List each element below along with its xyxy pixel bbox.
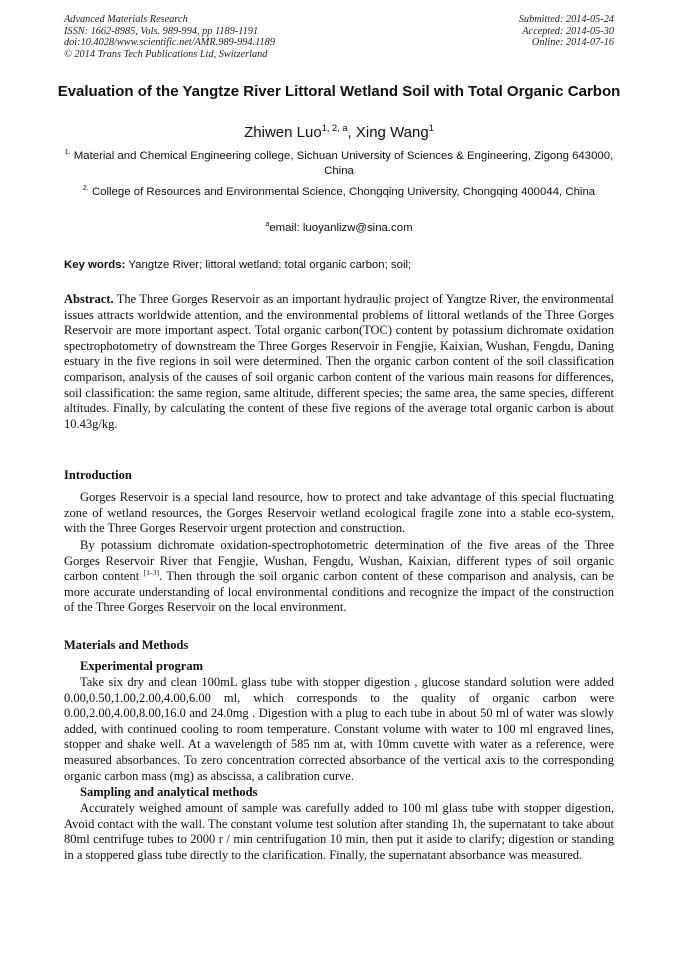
submitted-date: Submitted: 2014-05-24 xyxy=(518,14,614,25)
doi-line: doi:10.4028/www.scientific.net/AMR.989-994.1189 xyxy=(64,37,275,48)
section-heading-introduction: Introduction xyxy=(64,468,132,482)
author-line xyxy=(0,124,678,142)
section-heading-methods: Materials and Methods xyxy=(64,638,189,652)
email-text: email: luoyanlizw@sina.com xyxy=(269,222,413,234)
author-separator: , xyxy=(347,124,356,141)
copyright-line: © 2014 Trans Tech Publications Ltd, Switzerland xyxy=(64,48,268,60)
online-date: Online: 2014-07-16 xyxy=(531,37,614,48)
abstract-label: Abstract. xyxy=(64,292,114,306)
keywords xyxy=(64,258,614,272)
paper-title: Evaluation of the Yangtze River Littoral Wetland Soil with Total Organic Carbon xyxy=(57,83,621,100)
author-name: Xing Wang xyxy=(355,124,429,141)
citation: [1-3] xyxy=(143,568,160,578)
intro-paragraph-1: Gorges Reservoir is a special land resource, how to protect and take advantage of this special fluctuating zone of wetland resources, the Gorges Reservoir wetland ecological fragile zone into a stable eco-system, with the Three Gorges Reservoir urgent protection and construction. xyxy=(64,490,614,536)
methods-paragraph-1: Take six dry and clean 100mL glass tube with stopper digestion , glucose standard solution were added 0.00,0.50,1.00,2.00,4.00,6.00 ml, which corresponds to the quality of organic carbon were 0.00,2.00,4.00,8.00,16.0 and 24.0mg . Digestion with a plug to each tube in about 50 ml of water was slowly added, with continued cooling to room temperature. Constant volume with water to 100 ml engraved lines, stopper and shake well. At a wavelength of 585 nm at, with 10mm cuvette with water as a reference, were measured absorbances. To zero concentration corrected absorbance of the vertical axis to the corresponding organic carbon mass (mg) as abscissa, a calibration curve. xyxy=(64,675,614,783)
intro-paragraph-2-text-cont: . Then through the soil organic carbon content of these comparison and analysis, can be more accurate understanding of local environmental conditions and recognize the impact of the construction of the Three Gorges Reservoir on the local environment. xyxy=(64,569,614,615)
subsection-heading-experimental: Experimental program xyxy=(80,659,204,673)
intro-paragraph-2 xyxy=(64,538,614,616)
author-name: Zhiwen Luo xyxy=(244,124,322,141)
author-superscript: 1 xyxy=(428,123,434,133)
issn-line: ISSN: 1662-8985, Vols. 989-994, pp 1189-1191 xyxy=(64,25,259,37)
abstract-text: The Three Gorges Reservoir as an important hydraulic project of Yangtze River, the environmental issues attracts worldwide attention, and the environmental problems of littoral wetlands of the Three Gorges Reservoir are more important aspect. Total organic carbon(TOC) content by potassium dichromate oxidation spectrophotometry of downstream the Three Gorges Reservoir in Fengjie, Kaixian, Wushan, Fengdu, Daning estuary in the five regions in soil were determined. Then the organic carbon content of the soil classification comparison, analysis of the causes of soil organic carbon content of the various main reasons for differences, soil classification: the same region, same altitude, different species; the same area, the same species, different altitudes. Finally, by calculating the content of these five regions of the average total organic carbon is about 10.43g/kg. xyxy=(64,292,614,431)
affiliation-mark: 2. xyxy=(82,185,89,193)
subsection-heading-sampling: Sampling and analytical methods xyxy=(80,785,258,799)
affiliation-text: College of Resources and Environmental Science, Chongqing University, Chongqing 400044, China xyxy=(91,186,596,198)
affiliation xyxy=(64,149,614,179)
keywords-text: Yangtze River; littoral wetland; total organic carbon; soil; xyxy=(128,259,412,271)
accepted-date: Accepted: 2014-05-30 xyxy=(522,25,614,37)
journal-name: Advanced Materials Research xyxy=(64,14,188,25)
author-email xyxy=(64,221,614,236)
affiliation-text: Material and Chemical Engineering college, Sichuan University of Sciences & Engineering, Zigong 643000, China xyxy=(73,150,614,177)
keywords-label: Key words: xyxy=(64,259,126,271)
submission-dates xyxy=(519,14,614,49)
affiliation xyxy=(64,185,614,200)
journal-info xyxy=(64,14,275,60)
intro-paragraph-2-text: By potassium dichromate oxidation-spectrophotometric determination of the five areas of the Three Gorges Reservoir River that Fengjie, Wushan, Fengdu, Wushan, Kaixian, different types of soil organic carbon content xyxy=(64,538,614,584)
author-superscript: 1, 2, a xyxy=(321,123,348,133)
methods-paragraph-2: Accurately weighed amount of sample was carefully added to 100 ml glass tube with stopper digestion, Avoid contact with the wall. The constant volume test solution after standing 1h, the supernatant to take about 80ml centrifuge tubes to 2000 r / min centrifugation 10 min, then put it aside to clarify; digestion or standing in a stoppered glass tube directly to the clarification. Finally, the supernatant absorbance was measured. xyxy=(64,801,614,862)
abstract xyxy=(64,292,614,432)
email-mark: a xyxy=(265,221,270,229)
affiliation-mark: 1. xyxy=(64,149,71,157)
